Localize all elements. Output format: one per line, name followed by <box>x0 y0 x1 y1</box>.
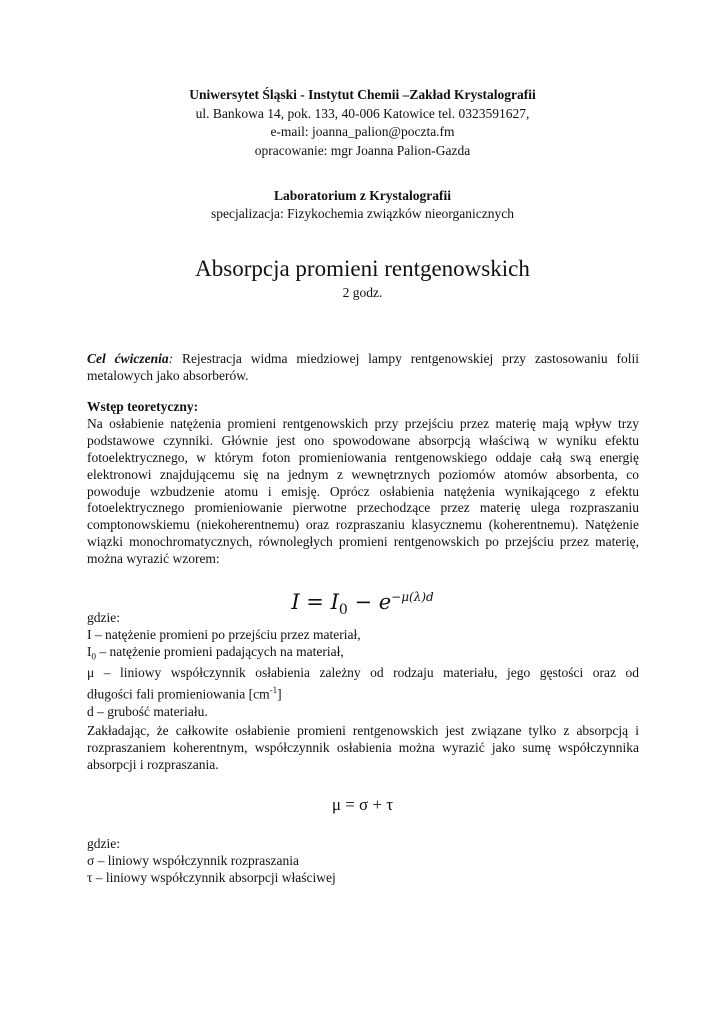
eq-lhs: I <box>291 590 300 614</box>
paragraph-2: Zakładając, że całkowite osłabienie promieni rentgenowskich jest związane tylko z absorpcją i rozpraszaniem koherentnym, współczynnik osłabienia można wyrazić jako sumę współczynnika absorpcji i rozpraszania. <box>87 723 639 772</box>
def-i0-sub: 0 <box>91 651 96 662</box>
eq-e: e <box>378 590 392 614</box>
eq-i0: I <box>330 590 339 614</box>
contact-email: e-mail: joanna_palion@poczta.fm <box>270 124 455 139</box>
definitions-1-intro: gdzie: <box>87 610 120 625</box>
intro-section <box>87 399 639 568</box>
lab-name: Laboratorium z Krystalografii <box>274 188 451 203</box>
eq-minus: − <box>347 590 379 614</box>
def-mu-line2 <box>87 682 639 703</box>
intro-heading: Wstęp teoretyczny: <box>87 399 199 414</box>
def-i0 <box>87 644 639 666</box>
header-block <box>0 86 725 160</box>
duration: 2 godz. <box>342 285 383 300</box>
def-i0-text: – natężenie promieni padających na materiał, <box>96 643 344 659</box>
def-tau: τ – liniowy współczynnik absorpcji właściwej <box>87 869 336 885</box>
goal-label: Cel ćwiczenia <box>87 351 169 366</box>
eq-equals: = <box>299 590 331 614</box>
lab-specialization: specjalizacja: Fizykochemia związków nieorganicznych <box>211 206 514 221</box>
eq-exponent: −μ(λ)d <box>391 590 434 604</box>
goal-paragraph <box>87 351 639 385</box>
coefficient-equation: μ = σ + τ <box>331 795 394 814</box>
def-mu-unit-exp: -1 <box>269 685 278 696</box>
institution-name: Uniwersytet Śląski - Instytut Chemii –Zakład Krystalografii <box>189 87 536 102</box>
definitions-1 <box>87 610 639 721</box>
def-mu-bracket: ] <box>277 686 282 702</box>
def-mu-line1: μ – liniowy współczynnik osłabienia zależny od rodzaju materiału, jego gęstości oraz od <box>87 665 639 681</box>
definitions-2 <box>87 836 639 887</box>
def-i0-symbol: I <box>87 643 92 659</box>
goal-text: Rejestracja widma miedziowej lampy rentgenowskiej przy zastosowaniu folii metalowych jako absorberów. <box>87 351 639 383</box>
lab-block <box>0 187 725 223</box>
author-line: opracowanie: mgr Joanna Palion-Gazda <box>254 142 471 158</box>
eq-i0-sub: 0 <box>338 602 348 619</box>
intro-paragraph: Na osłabienie natężenia promieni rentgenowskich przy przejściu przez materię mają wpływ trzy podstawowe czynniki. Głównie jest ono spowodowane absorpcją właściwą w wyniku efektu fotoelektrycznego, w którym foton promieniowania rentgenowskiego oddaje całą swą energię elektronowi znajdującemu się na jednym z wewnętrznych poziomów atomów absorbenta, co powoduje wzbudzenie atomu i emisję. Oprócz osłabienia natężenia wynikającego z efektu fotoelektrycznego promieniowanie pierwotne przechodzące przez materię ulega rozpraszaniu comptonowskiemu (niekoherentnemu) oraz rozpraszaniu klasycznemu (koherentnemu). Natężenie wiązki monochromatycznych, równoległych promieni rentgenowskich po przejściu przez materię, można wyrazić wzorem: <box>87 415 639 567</box>
def-d: d – grubość materiału. <box>87 703 208 719</box>
goal-colon: : <box>168 351 174 366</box>
def-i: I – natężenie promieni po przejściu przez materiał, <box>87 626 361 642</box>
institution-address: ul. Bankowa 14, pok. 133, 40-006 Katowice tel. 0323591627, <box>195 105 530 121</box>
definitions-2-intro: gdzie: <box>87 836 120 851</box>
def-sigma: σ – liniowy współczynnik rozpraszania <box>87 852 299 868</box>
document-title: Absorpcja promieni rentgenowskich <box>195 256 530 281</box>
def-mu-wavelength: długości fali promieniowania [cm <box>87 686 270 702</box>
